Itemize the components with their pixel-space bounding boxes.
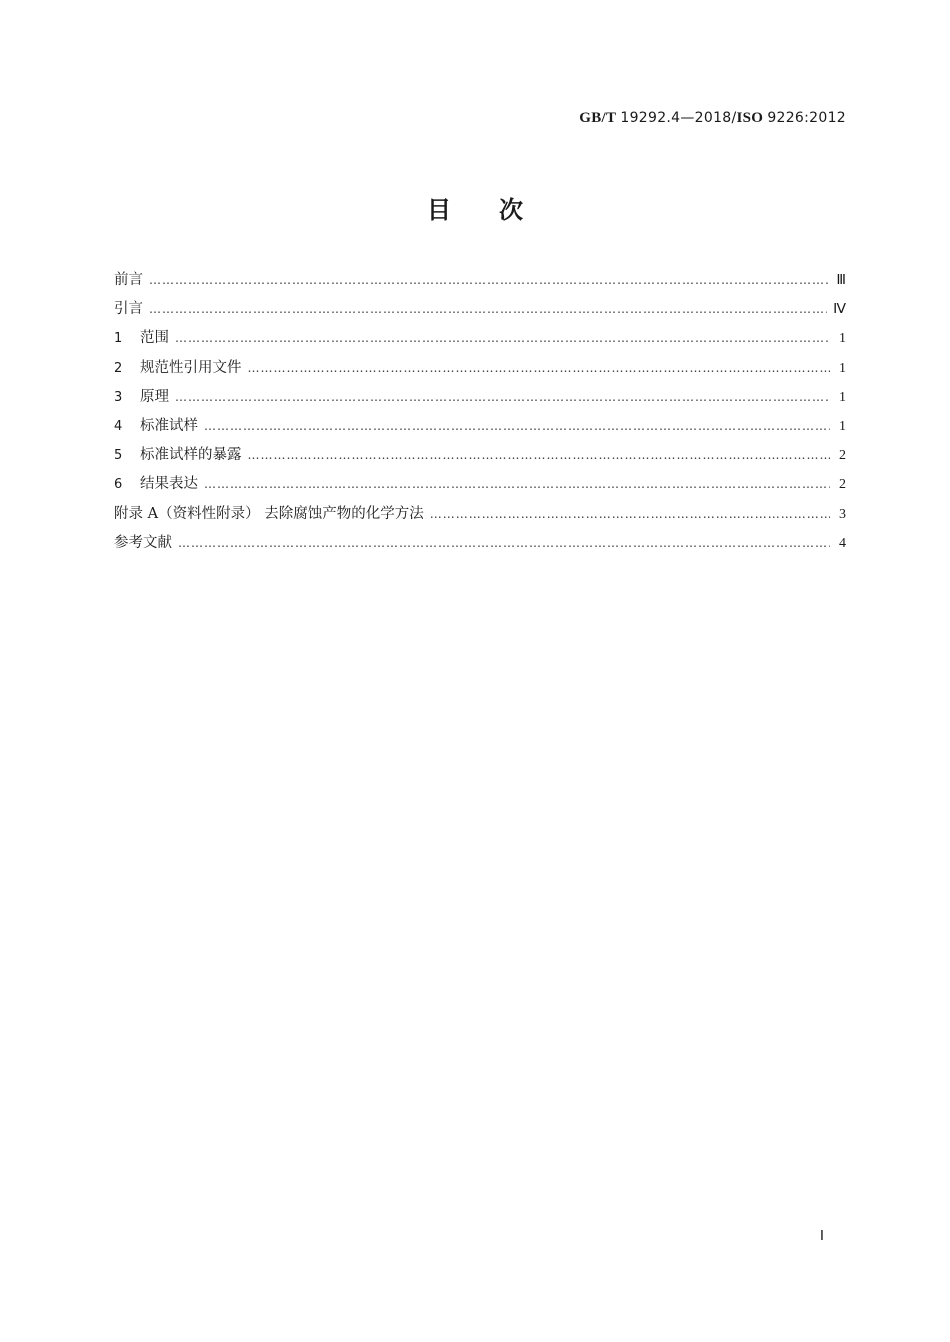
toc-entry-label: 引言 [114, 301, 143, 318]
toc-dot-leader [248, 449, 831, 461]
toc-entry-normative-references[interactable] [114, 356, 846, 385]
toc-dot-leader [149, 274, 830, 286]
toc-entry-page: 1 [839, 360, 846, 376]
toc-dot-leader [175, 391, 830, 403]
toc-entry-standard-specimens[interactable] [114, 414, 846, 443]
toc-entry-page: 2 [839, 477, 846, 493]
toc-entry-label: 前言 [114, 272, 143, 288]
toc-entry-label: 6 结果表达 [114, 476, 198, 493]
toc-entry-number: 3 [114, 389, 123, 405]
toc-entry-annex-a[interactable] [114, 502, 846, 531]
page-number: Ⅰ [819, 1229, 824, 1244]
toc-entry-page: Ⅲ [836, 273, 846, 288]
toc-entry-bibliography[interactable] [114, 531, 846, 560]
iso-prefix: ISO [736, 110, 764, 126]
toc-entry-page: 1 [839, 418, 846, 434]
toc-entry-number: 5 [114, 448, 123, 464]
toc-entry-number: 1 [114, 331, 123, 347]
toc-entry-foreword[interactable] [114, 268, 846, 297]
toc-dot-leader [178, 537, 830, 549]
toc-entry-expression-of-results[interactable] [114, 472, 846, 501]
toc-dot-leader [204, 420, 830, 432]
toc-entry-page: 4 [839, 535, 846, 551]
toc-entry-page: 2 [839, 448, 846, 464]
toc-entry-label: 1 范围 [114, 330, 169, 347]
toc-entry-label: 参考文献 [114, 534, 172, 551]
toc-entry-label: 3 原理 [114, 388, 169, 405]
iso-number: 9226:2012 [767, 110, 846, 126]
toc-entry-page: 3 [839, 506, 846, 522]
toc-entry-scope[interactable] [114, 326, 846, 355]
toc-dot-leader [149, 303, 827, 315]
toc-entry-number: 4 [114, 418, 123, 434]
toc-dot-leader [248, 362, 831, 374]
toc-entry-page: 1 [839, 389, 846, 405]
standard-code [579, 110, 846, 127]
toc-entry-principle[interactable] [114, 385, 846, 414]
table-of-contents [114, 268, 846, 560]
toc-title: 目次 [427, 196, 571, 224]
toc-entry-page: Ⅳ [833, 302, 846, 318]
toc-dot-leader [175, 332, 830, 344]
toc-entry-label: 5 标准试样的暴露 [114, 447, 242, 464]
toc-entry-label: 2 规范性引用文件 [114, 359, 242, 376]
toc-entry-label: 附录 A（资料性附录） 去除腐蚀产物的化学方法 [114, 505, 424, 522]
toc-entry-specimen-exposure[interactable] [114, 443, 846, 472]
toc-entry-introduction[interactable] [114, 297, 846, 326]
standard-prefix: GB/T [579, 110, 617, 126]
toc-entry-page: 1 [839, 331, 846, 347]
toc-entry-number: 2 [114, 360, 123, 376]
toc-dot-leader [204, 478, 830, 490]
standard-number: 19292.4—2018/ [620, 110, 737, 126]
toc-entry-label: 4 标准试样 [114, 417, 198, 434]
toc-dot-leader [430, 508, 830, 520]
toc-entry-number: 6 [114, 477, 123, 493]
